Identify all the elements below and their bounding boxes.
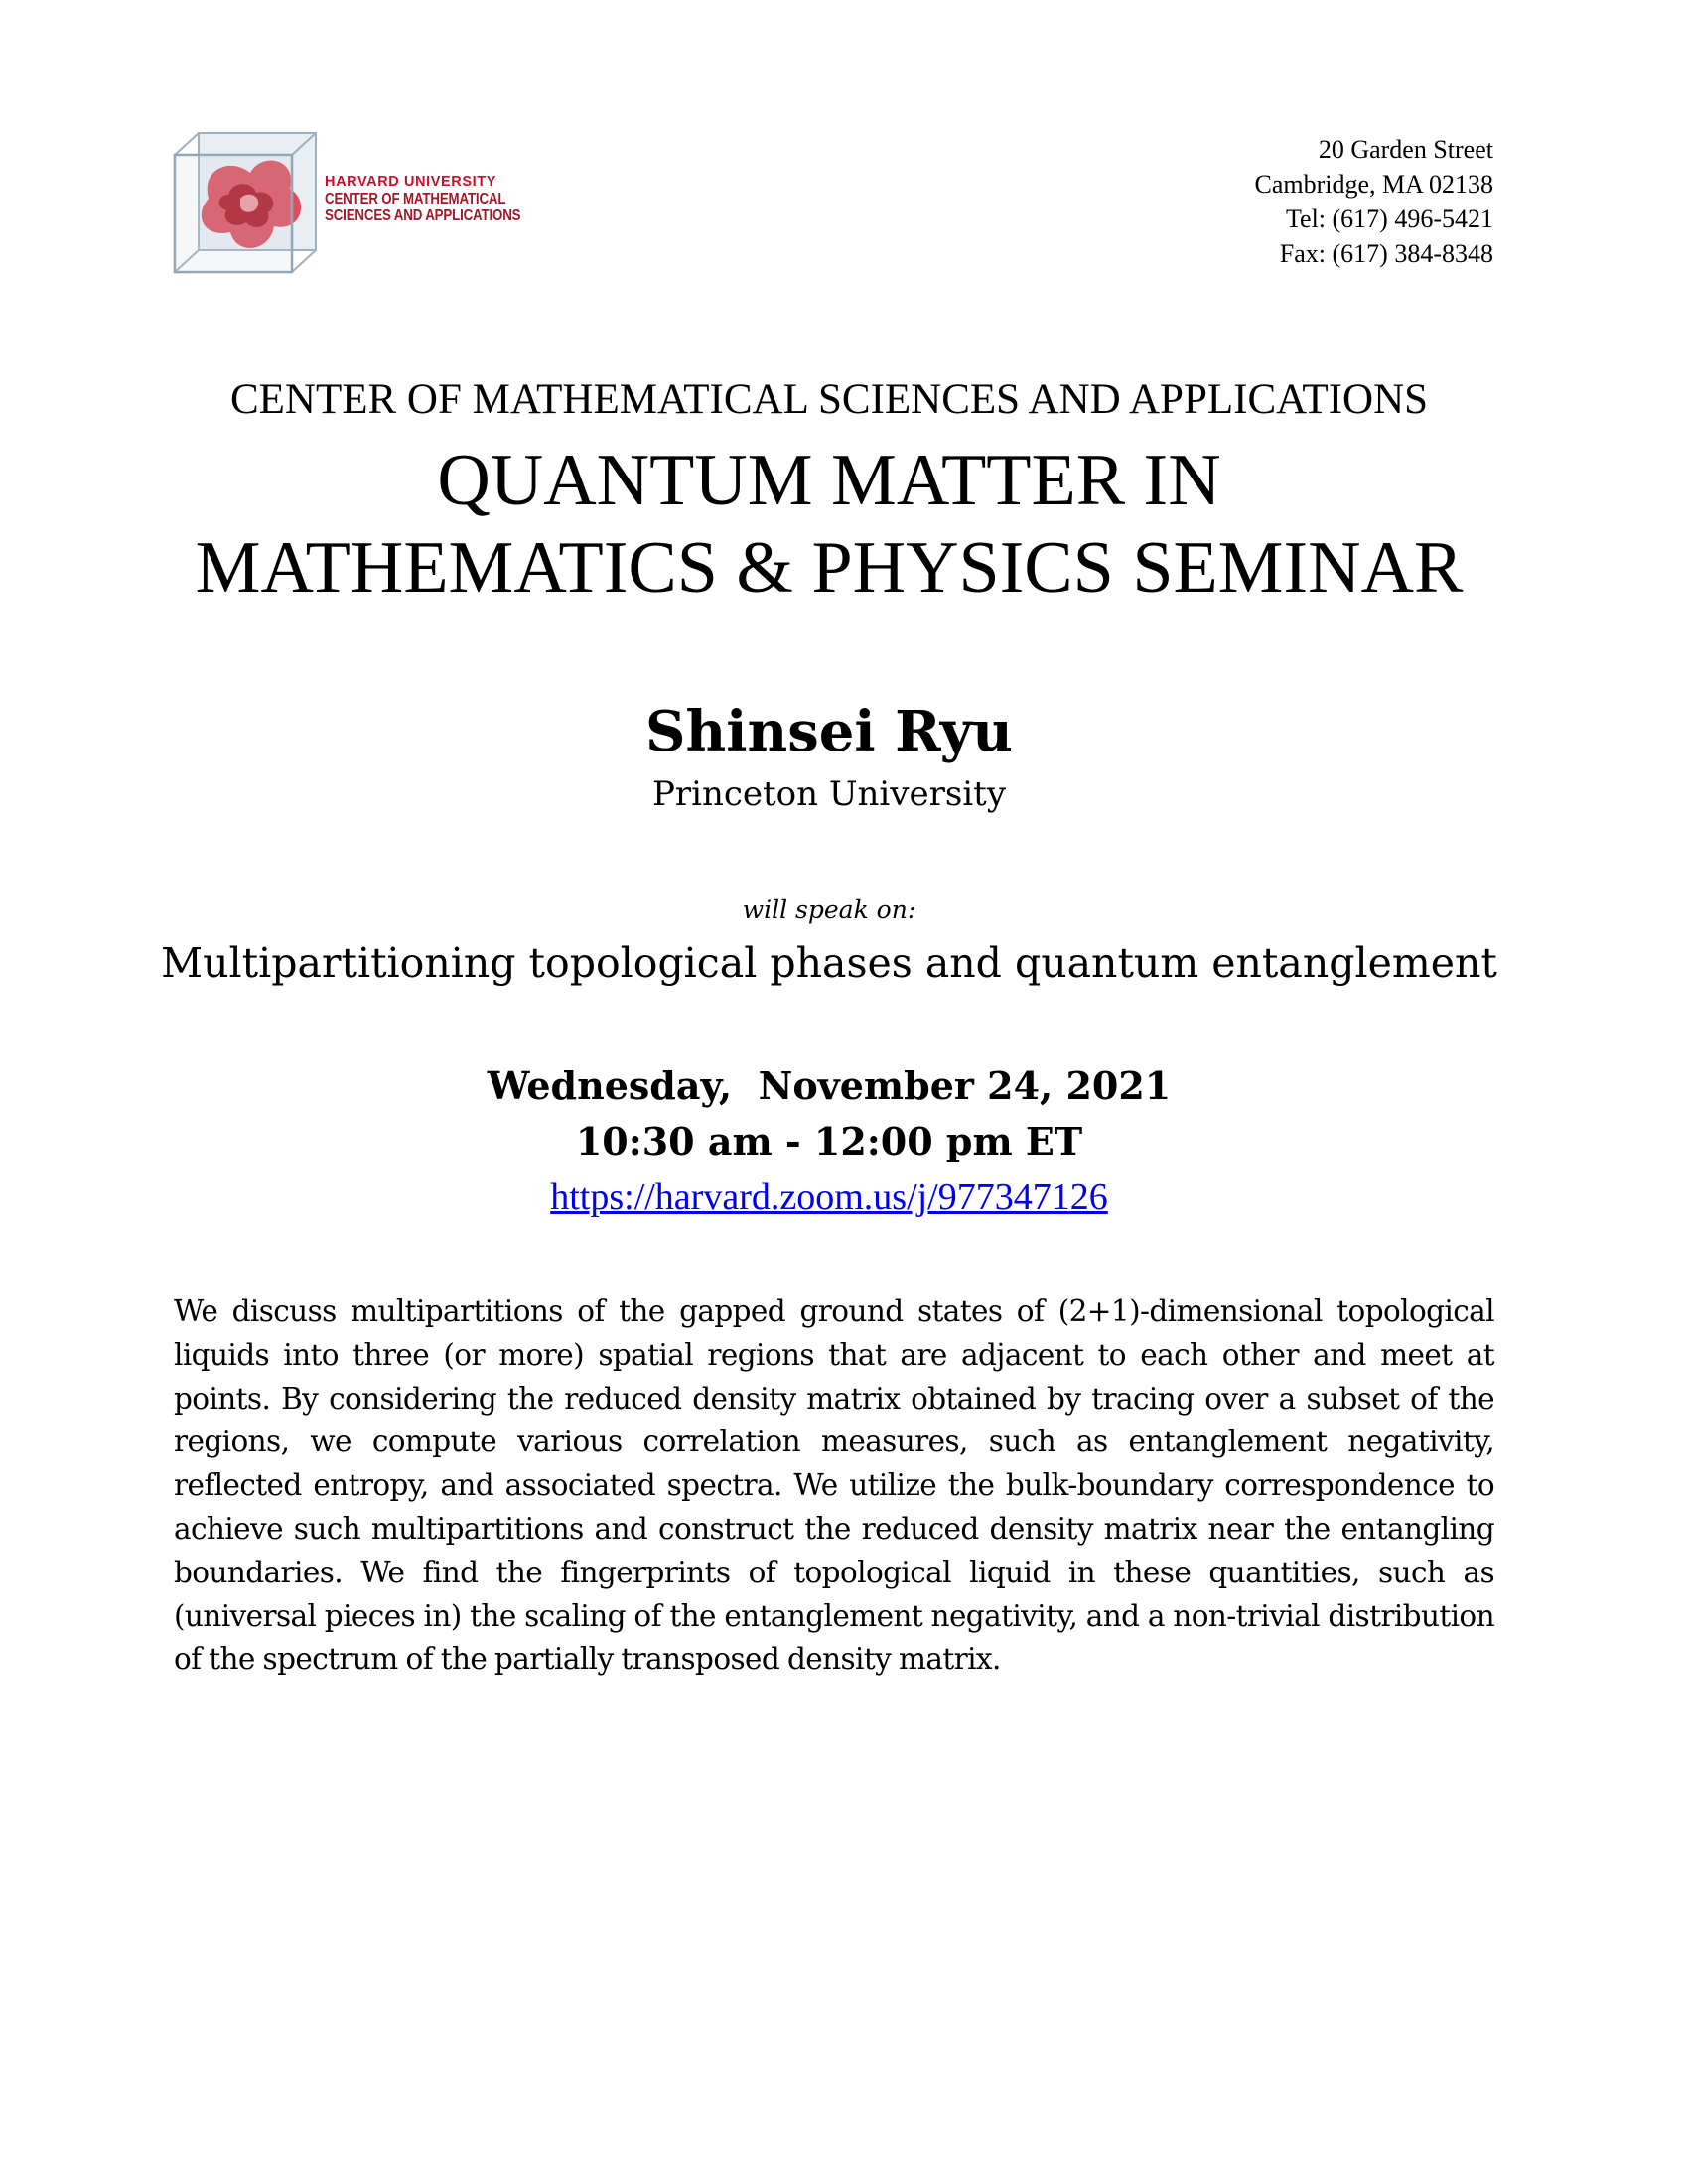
address-block xyxy=(1255,132,1494,271)
talk-intro: will speak on: xyxy=(742,895,916,924)
cube-logo-icon xyxy=(171,129,320,278)
logo-center-line2: SCIENCES AND APPLICATIONS xyxy=(325,207,521,224)
seminar-title-line2: MATHEMATICS & PHYSICS SEMINAR xyxy=(195,527,1464,609)
zoom-link[interactable]: https://harvard.zoom.us/j/977347126 xyxy=(550,1176,1108,1218)
event-date: Wednesday, November 24, 2021 xyxy=(487,1063,1172,1108)
logo-text xyxy=(325,174,553,224)
event-time: 10:30 am - 12:00 pm ET xyxy=(575,1119,1083,1163)
address-fax: Fax: (617) 384-8348 xyxy=(1279,239,1493,268)
address-city: Cambridge, MA 02138 xyxy=(1254,170,1493,199)
org-name: CENTER OF MATHEMATICAL SCIENCES AND APPLICATIONS xyxy=(229,376,1429,423)
logo-university: HARVARD UNIVERSITY xyxy=(325,174,497,190)
address-tel: Tel: (617) 496-5421 xyxy=(1285,205,1493,233)
seminar-title xyxy=(0,437,1658,612)
cmsa-logo xyxy=(171,129,528,278)
talk-title: Multipartitioning topological phases and quantum entanglement xyxy=(161,939,1497,987)
abstract-text: We discuss multipartitions of the gapped ground states of (2+1)-dimensional topological liquids into three (or more) spatial regions that are adjacent to each other and meet at points. By considering the reduced density matrix obtained by tracing over a subset of the regions, we compute various correlation measures, such as entanglement negativity, reflected entropy, and associated spectra. We utilize the bulk-boundary correspondence to achieve such multipartitions and construct the reduced density matrix near the entangling boundaries. We find the fingerprints of topological liquid in these quantities, such as (universal pieces in) the scaling of the entanglement negativity, and a non-trivial distribution of the spectrum of the partially transposed density matrix. xyxy=(174,1295,1494,1677)
speaker-name: Shinsei Ryu xyxy=(645,699,1013,764)
seminar-title-line1: QUANTUM MATTER IN xyxy=(437,440,1221,521)
zoom-link-container xyxy=(0,1171,1658,1223)
address-street: 20 Garden Street xyxy=(1318,135,1493,164)
speaker-affiliation: Princeton University xyxy=(651,774,1007,814)
logo-center-line1: CENTER OF MATHEMATICAL xyxy=(325,191,506,207)
